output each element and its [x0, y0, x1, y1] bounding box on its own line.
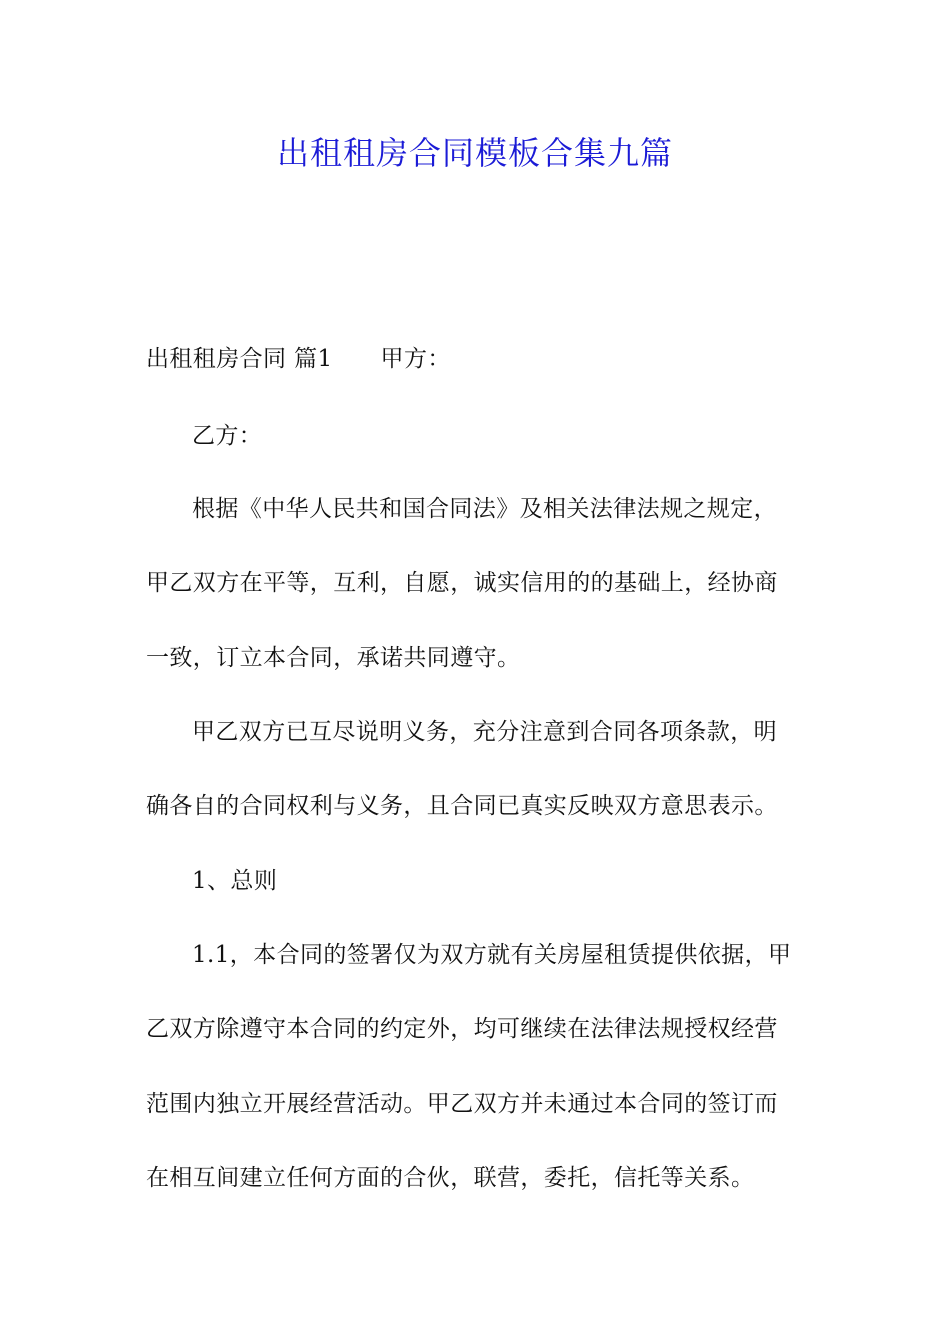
- section-number-heading: 1、总则: [192, 868, 278, 894]
- party-b-label: 乙方：: [192, 423, 263, 449]
- section-heading: 出租租房合同 篇1: [146, 346, 333, 372]
- paragraph-line: 确各自的合同权利与义务，且合同已真实反映双方意思表示。: [146, 793, 778, 819]
- paragraph-line: 1.1，本合同的签署仅为双方就有关房屋租赁提供依据，甲: [192, 942, 792, 968]
- paragraph-line: 一致，订立本合同，承诺共同遵守。: [146, 645, 521, 671]
- paragraph-line: 根据《中华人民共和国合同法》及相关法律法规之规定，: [192, 496, 777, 522]
- document-title: 出租租房合同模板合集九篇: [276, 134, 673, 172]
- paragraph-line: 乙双方除遵守本合同的约定外，均可继续在法律法规授权经营: [146, 1016, 778, 1042]
- paragraph-line: 范围内独立开展经营活动。甲乙双方并未通过本合同的签订而: [146, 1091, 778, 1117]
- paragraph-line: 在相互间建立任何方面的合伙，联营，委托，信托等关系。: [146, 1165, 755, 1191]
- paragraph-line: 甲乙双方在平等，互利，自愿，诚实信用的的基础上，经协商: [146, 570, 778, 596]
- party-a-label: 甲方：: [380, 346, 451, 372]
- paragraph-line: 甲乙双方已互尽说明义务，充分注意到合同各项条款，明: [192, 719, 777, 745]
- section-heading-line: [146, 343, 451, 375]
